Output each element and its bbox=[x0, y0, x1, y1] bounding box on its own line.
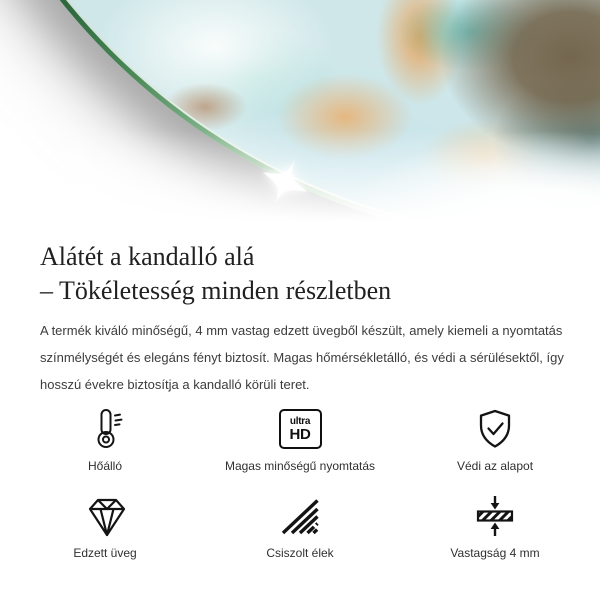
feature-label: Magas minőségű nyomtatás bbox=[224, 459, 376, 473]
feature-label: Hőálló bbox=[87, 459, 123, 473]
ultra-hd-icon: ultra HD bbox=[277, 406, 323, 452]
thickness-icon bbox=[472, 493, 518, 539]
diamond-icon bbox=[82, 493, 128, 539]
feature-label: Vastagság 4 mm bbox=[450, 546, 540, 560]
shield-check-icon bbox=[472, 406, 518, 452]
thermometer-icon bbox=[82, 406, 128, 452]
page-title bbox=[40, 240, 560, 308]
feature-tempered-glass bbox=[40, 493, 170, 560]
feature-high-quality-print bbox=[170, 406, 430, 473]
description-line: hosszú évekre biztosítja a kandalló körüli teret. bbox=[40, 377, 310, 392]
polished-edges-icon bbox=[277, 493, 323, 539]
feature-polished-edges bbox=[170, 493, 430, 560]
feature-label: Csiszolt élek bbox=[266, 546, 334, 560]
feature-protects-base bbox=[430, 406, 560, 473]
product-image bbox=[0, 0, 600, 236]
page-title-line-1: Alátét a kandalló alá bbox=[40, 242, 255, 271]
feature-label: Edzett üveg bbox=[73, 546, 137, 560]
feature-label: Védi az alapot bbox=[456, 459, 534, 473]
page-title-line-2: – Tökéletesség minden részletben bbox=[40, 276, 392, 305]
feature-thickness bbox=[430, 493, 560, 560]
feature-grid bbox=[40, 406, 560, 560]
description-line: színmélységét és elegáns fényt biztosít. Magas hőmérsékletálló, és védi a sérülésektől, így bbox=[40, 350, 564, 365]
feature-heat-resistant bbox=[40, 406, 170, 473]
description-line: A termék kiváló minőségű, 4 mm vastag edzett üvegből készült, amely kiemeli a nyomtatás bbox=[40, 323, 563, 338]
product-description bbox=[40, 317, 564, 398]
